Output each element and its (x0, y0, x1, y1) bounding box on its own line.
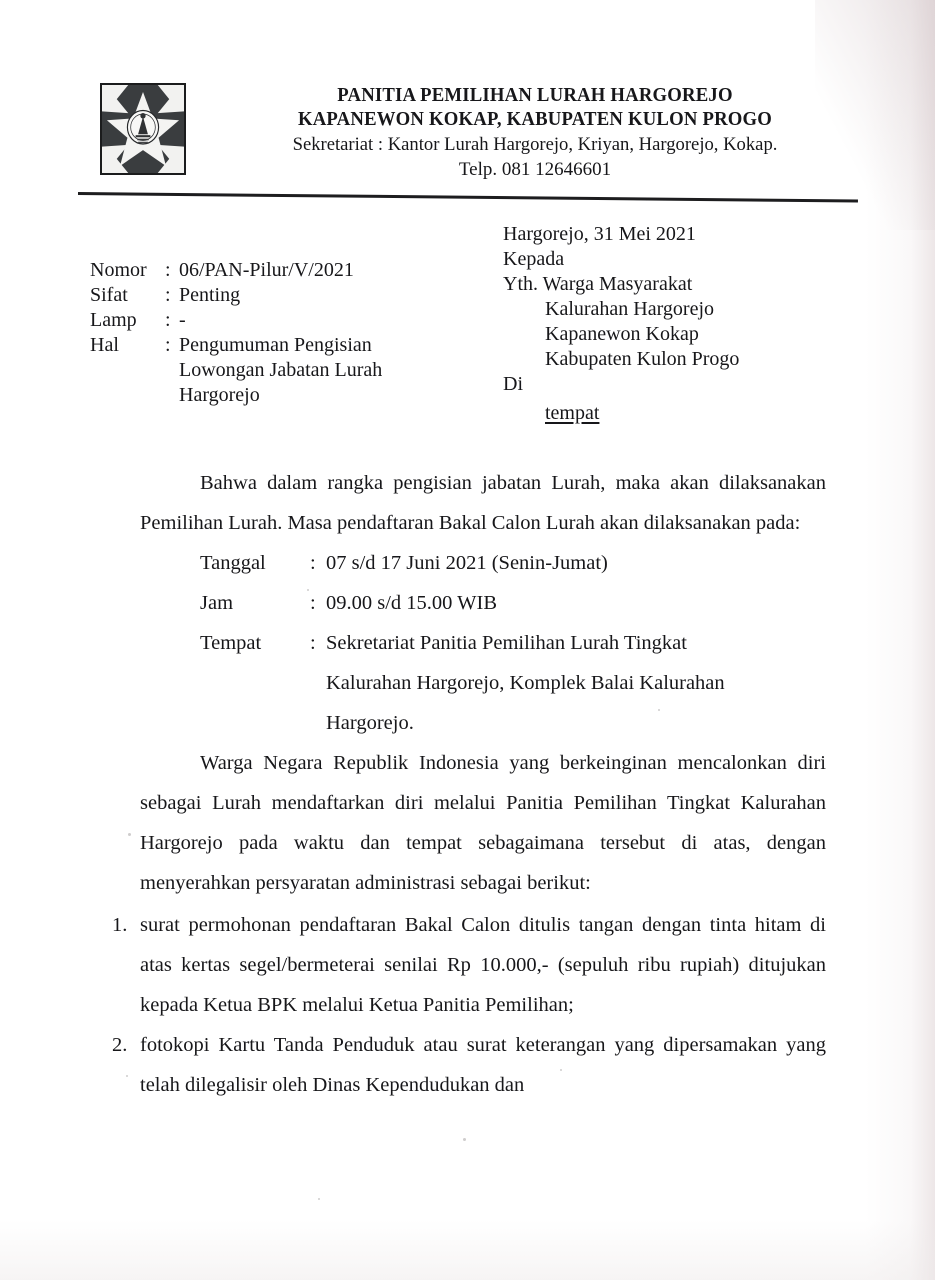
reference-label-hal: Hal (90, 334, 119, 356)
reference-value-nomor: 06/PAN-Pilur/V/2021 (179, 259, 354, 281)
scan-speck (463, 1138, 466, 1141)
detail-colon-jam: : (310, 592, 316, 614)
detail-value-tanggal: 07 s/d 17 Juni 2021 (Senin-Jumat) (326, 552, 608, 574)
reference-row-lamp (90, 308, 382, 333)
reference-value-hal: Pengumuman Pengisian (179, 334, 372, 356)
place-and-date: Hargorejo, 31 Mei 2021 (503, 223, 696, 245)
seal-star-icon (102, 85, 184, 173)
reference-hal-continuation-2: Hargorejo (179, 384, 260, 406)
addressee-line-kalurahan: Kalurahan Hargorejo (545, 298, 715, 320)
registration-details-list (140, 543, 826, 743)
letterhead-text (195, 84, 875, 182)
organization-name-line-1: PANITIA PEMILIHAN LURAH HARGOREJO (337, 85, 733, 106)
scan-speck (128, 833, 131, 836)
reference-row-sifat (90, 283, 382, 308)
letterhead-divider-rule (78, 192, 858, 202)
addressee-yth: Yth. Warga Masyarakat (503, 273, 693, 295)
body-paragraph-1: Bahwa dalam rangka pengisian jabatan Lurah, maka akan dilaksanakan Pemilihan Lurah. Masa pendaftaran Bakal Calon Lurah akan dilaksanakan pada: (140, 472, 826, 534)
body-paragraph-2: Warga Negara Republik Indonesia yang berkeinginan mencalonkan diri sebagai Lurah mendaftarkan diri melalui Panitia Pemilihan Tingkat Kalurahan Hargorejo pada waktu dan tempat sebagaimana tersebut di atas, dengan menyerahkan persyaratan administrasi sebagai berikut: (140, 752, 826, 894)
detail-value-tempat: Sekretariat Panitia Pemilihan Lurah Tingkat (326, 632, 687, 654)
requirement-text-1: surat permohonan pendaftaran Bakal Calon ditulis tangan dengan tinta hitam di atas kertas segel/bermeterai senilai Rp 10.000,- (sepuluh ribu rupiah) ditujukan kepada Ketua BPK melalui Ketua Panitia Pemilihan; (140, 914, 826, 1016)
addressee-di: Di (503, 373, 523, 395)
telephone-line: Telp. 081 12646601 (458, 159, 612, 180)
detail-row-jam (140, 583, 826, 623)
requirements-list (112, 905, 826, 1105)
requirement-text-2: fotokopi Kartu Tanda Penduduk atau surat keterangan yang dipersamakan yang telah dilegalisir oleh Dinas Kependudukan dan (140, 1034, 826, 1096)
reference-label-nomor: Nomor (90, 259, 147, 281)
detail-label-jam: Jam (200, 592, 234, 614)
reference-row-hal (90, 333, 382, 358)
detail-tempat-continuation-1: Kalurahan Hargorejo, Komplek Balai Kalurahan (326, 672, 725, 694)
reference-label-lamp: Lamp (90, 309, 137, 331)
requirement-item-2 (112, 1025, 826, 1105)
detail-tempat-continuation-2: Hargorejo. (326, 712, 414, 734)
detail-label-tempat: Tempat (200, 632, 262, 654)
addressee-line-kabupaten: Kabupaten Kulon Progo (545, 348, 740, 370)
letter-body (140, 463, 826, 903)
scan-shadow-right-edge (865, 0, 935, 1280)
reference-colon-hal: : (165, 334, 171, 356)
detail-label-tanggal: Tanggal (200, 552, 266, 574)
kulon-progo-seal-logo (97, 80, 189, 178)
scan-shadow-bottom-edge (0, 1220, 935, 1280)
reference-colon-lamp: : (165, 309, 171, 331)
addressee-kepada: Kepada (503, 248, 565, 270)
secretariat-address: Sekretariat : Kantor Lurah Hargorejo, Kriyan, Hargorejo, Kokap. (292, 134, 778, 155)
addressee-tempat: tempat (545, 402, 600, 424)
addressee-line-kapanewon: Kapanewon Kokap (545, 323, 699, 345)
reference-value-sifat: Penting (179, 284, 241, 306)
requirement-number-1: 1. (112, 914, 128, 936)
addressee-block (503, 222, 739, 426)
detail-row-tempat (140, 623, 826, 663)
detail-row-tanggal (140, 543, 826, 583)
requirement-number-2: 2. (112, 1034, 128, 1056)
letterhead (0, 78, 935, 190)
scan-speck (318, 1198, 320, 1200)
organization-name-line-2: KAPANEWON KOKAP, KABUPATEN KULON PROGO (297, 109, 773, 130)
letter-reference-block (90, 258, 382, 408)
reference-label-sifat: Sifat (90, 284, 128, 306)
reference-row-nomor (90, 258, 382, 283)
detail-colon-tanggal: : (310, 552, 316, 574)
reference-hal-continuation-1: Lowongan Jabatan Lurah (179, 359, 383, 381)
reference-value-lamp: - (179, 309, 186, 331)
detail-colon-tempat: : (310, 632, 316, 654)
detail-value-jam: 09.00 s/d 15.00 WIB (326, 592, 498, 614)
requirement-item-1 (112, 905, 826, 1025)
reference-colon-nomor: : (165, 259, 171, 281)
reference-colon-sifat: : (165, 284, 171, 306)
